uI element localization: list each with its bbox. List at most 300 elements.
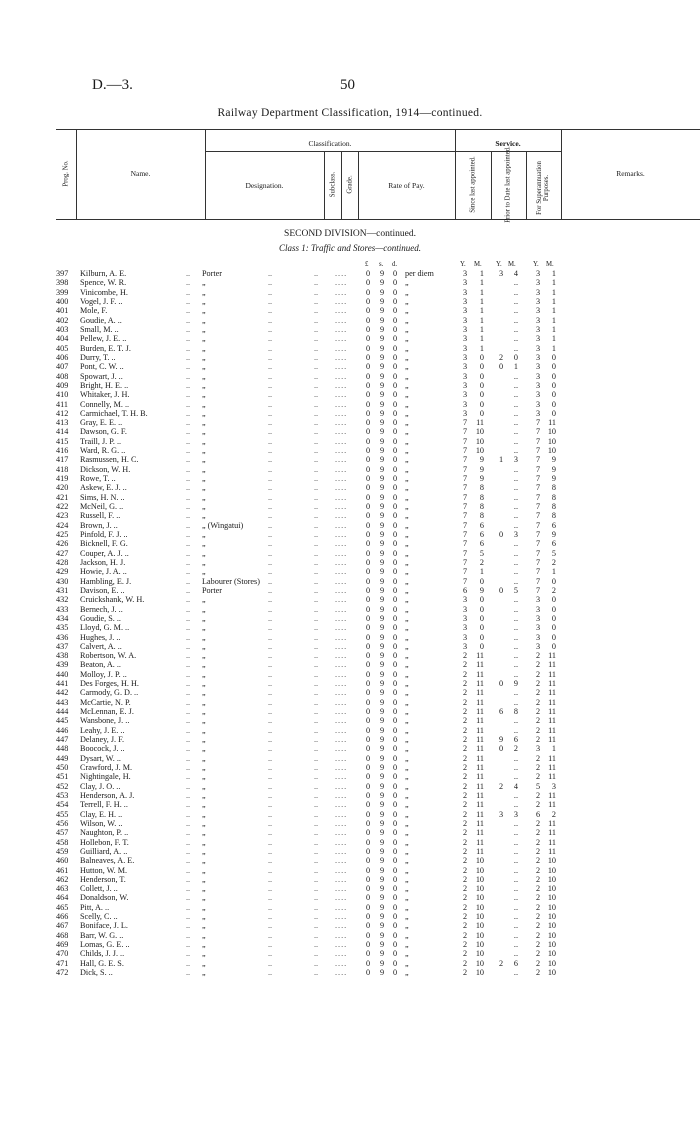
designation: „ xyxy=(202,613,206,623)
super-months: 9 xyxy=(551,474,556,483)
super-months: 8 xyxy=(551,492,556,502)
super-years: 7 xyxy=(535,548,541,558)
employee-name: Boocock, J. .. xyxy=(80,744,125,754)
pay-pounds: 0 xyxy=(366,790,371,800)
prior-months: .. xyxy=(513,725,518,735)
pay-basis: „ xyxy=(405,297,409,306)
pay-pence: 0 xyxy=(393,474,398,483)
leader-dots: .. xyxy=(268,968,273,977)
designation: „ xyxy=(202,408,206,418)
leader-dots: .... xyxy=(335,641,348,651)
table-row xyxy=(0,772,700,781)
leader-dots: .. xyxy=(314,735,319,744)
leader-dots: .. xyxy=(314,613,319,623)
prior-years: 3 xyxy=(498,269,504,278)
pay-basis: „ xyxy=(405,744,409,754)
super-years: 2 xyxy=(535,958,541,968)
table-row xyxy=(0,334,700,343)
since-months: 0 xyxy=(479,595,484,605)
table-row xyxy=(0,269,700,278)
prior-months: .. xyxy=(513,968,518,977)
leader-dots: .. xyxy=(268,828,273,838)
since-months: 11 xyxy=(476,735,484,744)
since-months: 8 xyxy=(479,502,484,511)
pay-shillings: 9 xyxy=(380,818,385,828)
leader-dots: .... xyxy=(335,315,348,325)
pay-basis: „ xyxy=(405,790,409,800)
prog-no: 466 xyxy=(56,912,69,922)
leader-dots: .. xyxy=(186,809,191,819)
since-months: 10 xyxy=(475,902,484,912)
leader-dots: .... xyxy=(335,576,348,586)
leader-dots: .. xyxy=(186,800,191,810)
prior-months: .. xyxy=(513,669,518,679)
leader-dots: .. xyxy=(314,781,319,791)
pay-shillings: 9 xyxy=(380,446,385,456)
table-row xyxy=(0,912,700,921)
super-years: 2 xyxy=(535,790,541,800)
pay-pence: 0 xyxy=(393,483,398,493)
table-row xyxy=(0,306,700,315)
super-years: 3 xyxy=(535,269,541,278)
designation: „ xyxy=(202,343,206,353)
leader-dots: .. xyxy=(186,874,191,884)
pay-pence: 0 xyxy=(393,744,398,754)
pay-pence: 0 xyxy=(393,725,398,735)
leader-dots: .... xyxy=(335,287,348,297)
super-years: 7 xyxy=(535,511,541,521)
super-years: 3 xyxy=(535,408,541,418)
employee-name: Calvert, A. .. xyxy=(80,641,122,651)
prior-months: .. xyxy=(513,306,518,316)
employee-name: Couper, A. J. .. xyxy=(80,548,129,558)
super-months: 1 xyxy=(551,324,556,334)
designation: „ xyxy=(202,539,206,549)
leader-dots: .. xyxy=(186,371,191,381)
leader-dots: .... xyxy=(335,362,348,372)
prior-months: .. xyxy=(513,921,518,931)
designation: „ xyxy=(202,818,206,828)
since-months: 11 xyxy=(476,679,484,689)
prog-no: 436 xyxy=(56,632,69,642)
leader-dots: .. xyxy=(186,763,191,772)
leader-dots: .. xyxy=(314,744,319,754)
table-row xyxy=(0,344,700,353)
since-years: 2 xyxy=(462,716,468,726)
leader-dots: .. xyxy=(186,334,191,344)
leader-dots: .. xyxy=(314,297,319,306)
pay-pounds: 0 xyxy=(366,324,371,334)
leader-dots: .. xyxy=(314,697,319,707)
since-years: 3 xyxy=(462,595,468,605)
pay-shillings: 9 xyxy=(380,697,385,707)
designation: „ xyxy=(202,511,206,521)
super-months: 0 xyxy=(551,595,556,605)
prog-no: 408 xyxy=(56,371,69,381)
prior-months: .. xyxy=(513,371,518,381)
leader-dots: .... xyxy=(335,744,348,754)
pay-pounds: 0 xyxy=(366,474,371,483)
since-years: 2 xyxy=(462,902,468,912)
leader-dots: .. xyxy=(186,846,191,856)
prog-no: 440 xyxy=(56,669,69,679)
leader-dots: .. xyxy=(268,269,273,278)
pay-pence: 0 xyxy=(393,362,398,372)
leader-dots: .. xyxy=(186,865,191,875)
leader-dots: .... xyxy=(335,818,348,828)
leader-dots: .. xyxy=(314,828,319,838)
table-row xyxy=(0,940,700,949)
pay-shillings: 9 xyxy=(380,352,385,362)
pay-shillings: 9 xyxy=(380,800,385,810)
since-months: 8 xyxy=(479,492,484,502)
since-months: 1 xyxy=(479,287,484,297)
leader-dots: .. xyxy=(186,716,191,726)
designation: „ xyxy=(202,548,206,558)
unit-months-3: M. xyxy=(546,261,554,268)
leader-dots: .. xyxy=(186,474,191,483)
pay-pounds: 0 xyxy=(366,567,371,577)
table-row xyxy=(0,530,700,539)
since-months: 11 xyxy=(476,697,484,707)
pay-basis: „ xyxy=(405,893,409,903)
since-years: 2 xyxy=(462,912,468,922)
employee-name: Howie, J. A. .. xyxy=(80,567,127,577)
leader-dots: .. xyxy=(186,884,191,894)
leader-dots: .. xyxy=(186,548,191,558)
pay-shillings: 9 xyxy=(380,492,385,502)
designation: „ xyxy=(202,725,206,735)
leader-dots: .. xyxy=(186,483,191,493)
prog-no: 397 xyxy=(56,269,69,278)
prior-years: 0 xyxy=(498,362,504,372)
since-months: 10 xyxy=(475,884,484,894)
designation: „ xyxy=(202,530,206,539)
since-years: 3 xyxy=(462,604,468,614)
super-months: 0 xyxy=(551,604,556,614)
super-months: 8 xyxy=(551,502,556,511)
pay-basis: „ xyxy=(405,800,409,810)
leader-dots: .. xyxy=(186,893,191,903)
since-months: 10 xyxy=(475,968,484,977)
designation: „ xyxy=(202,930,206,940)
leader-dots: .. xyxy=(186,632,191,642)
superannuation-header: For Superannuation Purposes. xyxy=(536,161,550,215)
leader-dots: .. xyxy=(314,949,319,959)
designation: „ xyxy=(202,315,206,325)
pay-basis: „ xyxy=(405,651,409,661)
super-years: 7 xyxy=(535,576,541,586)
leader-dots: .... xyxy=(335,446,348,456)
leader-dots: .. xyxy=(314,604,319,614)
pay-basis: „ xyxy=(405,427,409,437)
designation: „ xyxy=(202,912,206,922)
pay-shillings: 9 xyxy=(380,884,385,894)
super-years: 2 xyxy=(535,763,541,772)
pay-shillings: 9 xyxy=(380,539,385,549)
since-months: 11 xyxy=(476,828,484,838)
leader-dots: .. xyxy=(314,763,319,772)
pay-pence: 0 xyxy=(393,688,398,698)
super-years: 7 xyxy=(535,474,541,483)
since-months: 9 xyxy=(479,474,484,483)
super-years: 7 xyxy=(535,557,541,567)
since-months: 11 xyxy=(476,418,484,428)
super-months: 1 xyxy=(551,744,556,754)
employee-name: Rasmussen, H. C. xyxy=(80,455,139,465)
super-years: 3 xyxy=(535,278,541,288)
super-months: 11 xyxy=(548,716,556,726)
table-row xyxy=(0,800,700,809)
leader-dots: .. xyxy=(186,697,191,707)
prog-no: 445 xyxy=(56,716,69,726)
leader-dots: .. xyxy=(268,884,273,894)
leader-dots: .. xyxy=(268,921,273,931)
prog-no: 465 xyxy=(56,902,69,912)
leader-dots: .... xyxy=(335,679,348,689)
designation: „ xyxy=(202,297,206,306)
leader-dots: .. xyxy=(268,632,273,642)
rate-of-pay-header: Rate of Pay. xyxy=(388,181,425,190)
since-months: 1 xyxy=(479,297,484,306)
leader-dots: .... xyxy=(335,846,348,856)
leader-dots: .. xyxy=(268,427,273,437)
leader-dots: .. xyxy=(268,716,273,726)
pay-pounds: 0 xyxy=(366,893,371,903)
pay-shillings: 9 xyxy=(380,334,385,344)
leader-dots: .... xyxy=(335,380,348,390)
pay-pounds: 0 xyxy=(366,912,371,922)
since-months: 0 xyxy=(479,604,484,614)
pay-basis: „ xyxy=(405,735,409,744)
pay-pounds: 0 xyxy=(366,763,371,772)
division-title: SECOND DIVISION—continued. xyxy=(284,229,416,239)
unit-years-3: Y. xyxy=(533,261,539,268)
super-months: 10 xyxy=(547,446,556,456)
table-row xyxy=(0,856,700,865)
leader-dots: .. xyxy=(314,427,319,437)
pay-shillings: 9 xyxy=(380,371,385,381)
leader-dots: .. xyxy=(186,912,191,922)
designation: „ xyxy=(202,334,206,344)
table-row xyxy=(0,735,700,744)
unit-years-1: Y. xyxy=(460,261,466,268)
since-months: 10 xyxy=(475,427,484,437)
leader-dots: .... xyxy=(335,772,348,782)
since-months: 11 xyxy=(476,688,484,698)
since-months: 11 xyxy=(476,669,484,679)
designation: „ xyxy=(202,324,206,334)
leader-dots: .. xyxy=(268,297,273,306)
pay-shillings: 9 xyxy=(380,399,385,409)
prog-no: 421 xyxy=(56,492,69,502)
designation: „ xyxy=(202,306,206,316)
employee-name: Jackson, H. J. xyxy=(80,557,126,567)
leader-dots: .. xyxy=(186,679,191,689)
designation: „ xyxy=(202,688,206,698)
leader-dots: .. xyxy=(314,567,319,577)
leader-dots: .. xyxy=(186,455,191,465)
since-months: 0 xyxy=(479,362,484,372)
since-last-header: Since last appointed. xyxy=(469,156,477,213)
since-years: 2 xyxy=(462,679,468,689)
pay-basis: „ xyxy=(405,324,409,334)
super-months: 0 xyxy=(551,362,556,372)
prog-no: 427 xyxy=(56,548,69,558)
leader-dots: .... xyxy=(335,884,348,894)
prior-months: 6 xyxy=(513,958,518,968)
prior-months: .. xyxy=(513,613,518,623)
prior-months: .. xyxy=(513,446,518,456)
since-years: 7 xyxy=(462,455,468,465)
leader-dots: .. xyxy=(314,371,319,381)
super-years: 2 xyxy=(535,772,541,782)
since-years: 2 xyxy=(462,921,468,931)
pay-shillings: 9 xyxy=(380,930,385,940)
pay-pence: 0 xyxy=(393,502,398,511)
pay-basis: „ xyxy=(405,884,409,894)
pay-shillings: 9 xyxy=(380,390,385,400)
pay-shillings: 9 xyxy=(380,651,385,661)
super-years: 3 xyxy=(535,744,541,754)
super-months: 0 xyxy=(551,380,556,390)
prior-months: .. xyxy=(513,399,518,409)
leader-dots: .. xyxy=(186,837,191,847)
pay-basis: „ xyxy=(405,483,409,493)
since-months: 10 xyxy=(475,921,484,931)
leader-dots: .. xyxy=(268,576,273,586)
table-row xyxy=(0,288,700,297)
super-months: 8 xyxy=(551,483,556,493)
since-years: 2 xyxy=(462,949,468,959)
prog-no: 398 xyxy=(56,278,69,288)
super-years: 7 xyxy=(535,530,541,539)
super-years: 6 xyxy=(535,809,541,819)
since-years: 2 xyxy=(462,865,468,875)
pay-pounds: 0 xyxy=(366,343,371,353)
prog-no: 431 xyxy=(56,585,69,595)
super-years: 3 xyxy=(535,362,541,372)
prior-months: 4 xyxy=(513,269,518,278)
employee-name: Connelly, M. .. xyxy=(80,399,130,409)
leader-dots: .. xyxy=(186,464,191,474)
pay-pence: 0 xyxy=(393,828,398,838)
leader-dots: .. xyxy=(186,324,191,334)
leader-dots: .. xyxy=(186,585,191,595)
pay-shillings: 9 xyxy=(380,613,385,623)
since-years: 7 xyxy=(462,436,468,446)
leader-dots: .. xyxy=(268,809,273,819)
leader-dots: .. xyxy=(268,418,273,428)
pay-pence: 0 xyxy=(393,790,398,800)
pay-shillings: 9 xyxy=(380,278,385,288)
leader-dots: .. xyxy=(314,846,319,856)
employee-name: Davison, E. .. xyxy=(80,585,125,595)
prog-no: 422 xyxy=(56,502,69,511)
since-years: 2 xyxy=(462,884,468,894)
leader-dots: .. xyxy=(268,874,273,884)
since-years: 2 xyxy=(462,735,468,744)
leader-dots: .. xyxy=(268,306,273,316)
pay-basis: „ xyxy=(405,371,409,381)
pay-shillings: 9 xyxy=(380,968,385,977)
pay-pence: 0 xyxy=(393,297,398,306)
pay-shillings: 9 xyxy=(380,809,385,819)
prog-no: 463 xyxy=(56,884,69,894)
leader-dots: .. xyxy=(186,539,191,549)
since-months: 5 xyxy=(479,548,484,558)
designation: „ xyxy=(202,604,206,614)
prog-no: 471 xyxy=(56,958,69,968)
super-months: 9 xyxy=(551,530,556,539)
prog-no: 442 xyxy=(56,688,69,698)
pay-pence: 0 xyxy=(393,446,398,456)
prior-months: .. xyxy=(513,763,518,772)
super-months: 2 xyxy=(551,585,556,595)
super-months: 10 xyxy=(547,930,556,940)
leader-dots: .. xyxy=(268,483,273,493)
pay-basis: „ xyxy=(405,585,409,595)
prog-no: 454 xyxy=(56,800,69,810)
leader-dots: .... xyxy=(335,352,348,362)
super-years: 7 xyxy=(535,418,541,428)
designation: „ xyxy=(202,380,206,390)
since-months: 10 xyxy=(475,874,484,884)
designation: „ xyxy=(202,483,206,493)
pay-shillings: 9 xyxy=(380,502,385,511)
super-years: 7 xyxy=(535,567,541,577)
pay-basis: „ xyxy=(405,874,409,884)
prior-months: .. xyxy=(513,874,518,884)
leader-dots: .. xyxy=(268,557,273,567)
pay-basis: per diem xyxy=(405,269,434,278)
pay-basis: „ xyxy=(405,315,409,325)
super-months: 11 xyxy=(548,697,556,707)
since-years: 2 xyxy=(462,669,468,679)
since-years: 2 xyxy=(462,800,468,810)
leader-dots: .... xyxy=(335,725,348,735)
since-months: 11 xyxy=(476,744,484,754)
pay-shillings: 9 xyxy=(380,269,385,278)
prior-months: .. xyxy=(513,697,518,707)
employee-name: Henderson, T. xyxy=(80,874,126,884)
pay-basis: „ xyxy=(405,716,409,726)
super-months: 10 xyxy=(547,968,556,977)
prog-no: 455 xyxy=(56,809,69,819)
leader-dots: .. xyxy=(314,474,319,483)
prog-no: 446 xyxy=(56,725,69,735)
leader-dots: .. xyxy=(186,530,191,539)
super-months: 11 xyxy=(548,679,556,689)
super-years: 2 xyxy=(535,660,541,670)
pay-pounds: 0 xyxy=(366,483,371,493)
super-years: 2 xyxy=(535,669,541,679)
designation: „ xyxy=(202,716,206,726)
pay-basis: „ xyxy=(405,464,409,474)
designation: „ xyxy=(202,679,206,689)
table-row xyxy=(0,297,700,306)
leader-dots: .. xyxy=(314,269,319,278)
employee-name: Pinfold, F. J. .. xyxy=(80,530,128,539)
prog-no: 453 xyxy=(56,790,69,800)
prior-months: .. xyxy=(513,772,518,782)
since-years: 2 xyxy=(462,958,468,968)
leader-dots: .. xyxy=(314,324,319,334)
unit-months-1: M. xyxy=(474,261,482,268)
pay-pence: 0 xyxy=(393,893,398,903)
table-row xyxy=(0,353,700,362)
leader-dots: .. xyxy=(314,585,319,595)
